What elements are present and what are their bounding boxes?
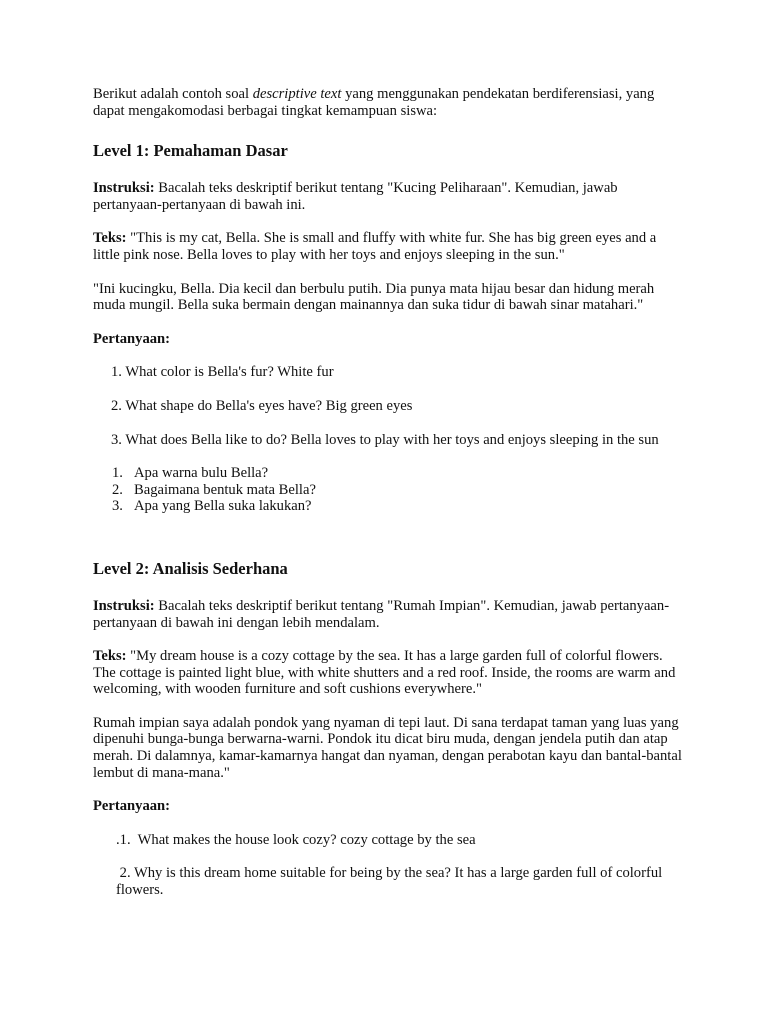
intro-emphasis: descriptive text: [252, 86, 342, 102]
list-item-text: Bagaimana bentuk mata Bella?: [134, 481, 316, 498]
level1-question-en-3: 3. What does Bella like to do? Bella loves to play with her toys and enjoys sleeping in the sun: [111, 431, 659, 448]
level2-teks-text: "My dream house is a cozy cottage by the sea. It has a large garden full of colorful flowers. The cottage is painted light blue, with white shutters and a red roof. Inside, the rooms are warm and welcoming, with wooden furniture and soft cushions everywhere.": [93, 648, 676, 698]
document-body: [93, 86, 683, 899]
list-item-text: Apa yang Bella suka lakukan?: [134, 498, 312, 515]
intro-paragraph: [93, 86, 683, 119]
level2-pertanyaan-label: [93, 798, 683, 815]
level1-translation: "Ini kucingku, Bella. Dia kecil dan berbulu putih. Dia punya mata hijau besar dan hidung merah muda mungil. Bella suka bermain dengan mainannya dan suka tidur di bawah sinar matahari.": [93, 280, 655, 314]
level1-heading: Level 1: Pemahaman Dasar: [93, 141, 288, 161]
level1-instruction-text: Bacalah teks deskriptif berikut tentang "Kucing Peliharaan". Kemudian, jawab pertanyaan-pertanyaan di bawah ini.: [93, 180, 618, 213]
level2-pertanyaan-text: Pertanyaan:: [93, 798, 171, 815]
level2-instruction-label: Instruksi:: [93, 597, 155, 614]
section-spacer: [93, 515, 683, 559]
intro-text-start: Berikut adalah contoh soal: [93, 86, 253, 102]
intro-text-end: yang menggunakan pendekatan berdiferensiasi, yang dapat mengakomodasi berbagai tingkat kemampuan siswa:: [93, 86, 655, 119]
list-item: [93, 482, 683, 499]
level2-teks: [93, 648, 683, 698]
level2-question-en-2: 2. Why is this dream home suitable for being by the sea? It has a large garden full of colorful flowers.: [116, 865, 666, 899]
level1-instruction: [93, 180, 683, 213]
level1-teks-label: Teks:: [93, 230, 127, 247]
level2-question-en-1: .1. What makes the house look cozy? cozy cottage by the sea: [116, 831, 476, 848]
level1-teks-text: "This is my cat, Bella. She is small and fluffy with white fur. She has big green eyes and a little pink nose. Bella loves to play with her toys and enjoys sleeping in the sun.": [93, 230, 657, 263]
list-item-number: 2.: [112, 481, 123, 498]
level1-question-en-1: 1. What color is Bella's fur? White fur: [111, 364, 334, 381]
list-item-text: Apa warna bulu Bella?: [134, 465, 269, 482]
level1-pertanyaan-label: [93, 331, 683, 348]
level2-instruction: [93, 598, 683, 631]
level1-question-en-2: 2. What shape do Bella's eyes have? Big green eyes: [111, 397, 413, 414]
list-item-number: 1.: [112, 465, 123, 482]
level1-instruction-label: Instruksi:: [93, 180, 155, 197]
level2-teks-label: Teks:: [93, 648, 127, 665]
level1-teks: [93, 230, 683, 263]
list-item: [93, 465, 683, 482]
list-item: [93, 498, 683, 515]
level2-heading: Level 2: Analisis Sederhana: [93, 558, 288, 578]
level1-pertanyaan-text: Pertanyaan:: [93, 330, 171, 347]
level1-question-id-list: [93, 465, 683, 515]
level2-translation: Rumah impian saya adalah pondok yang nyaman di tepi laut. Di sana terdapat taman yang luas yang dipenuhi bunga-bunga berwarna-warni. Pondok itu dicat biru muda, dengan jendela putih dan atap merah. Di dalamnya, kamar-kamarnya hangat dan nyaman, dengan perabotan kayu dan bantal-bantal lembut di mana-mana.": [93, 714, 682, 781]
list-item-number: 3.: [112, 498, 123, 515]
level2-instruction-text: Bacalah teks deskriptif berikut tentang "Rumah Impian". Kemudian, jawab pertanyaan-pertanyaan di bawah ini dengan lebih mendalam.: [93, 597, 670, 631]
